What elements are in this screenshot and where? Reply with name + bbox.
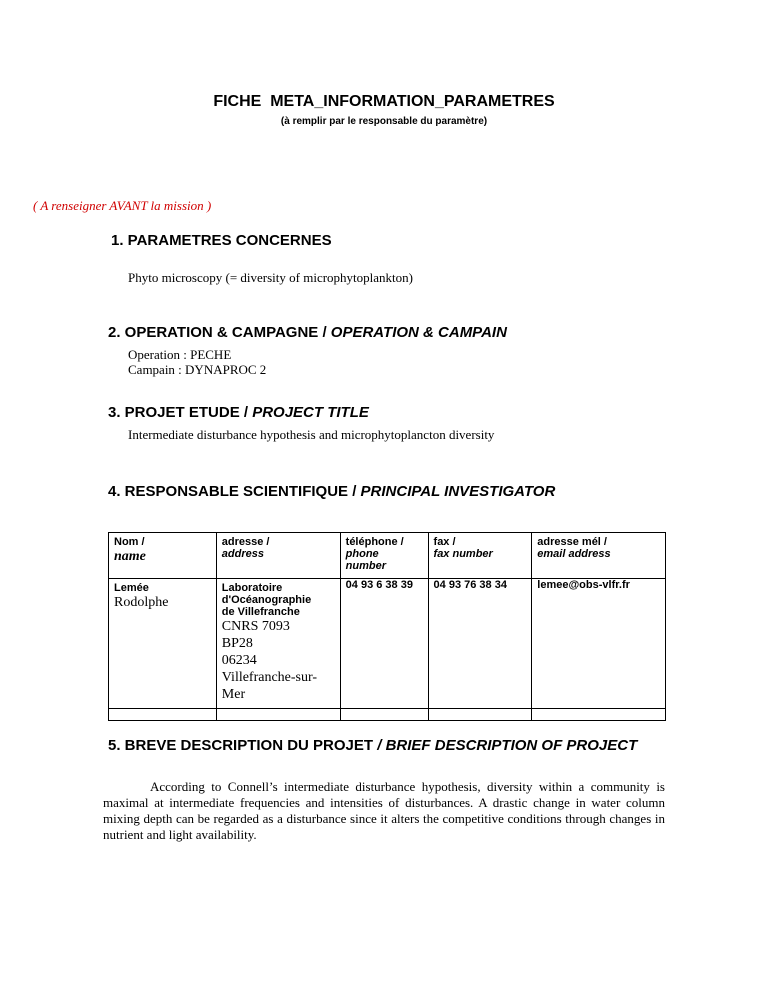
header-nom [109, 533, 217, 579]
header-adresse-fr: adresse / [221, 536, 270, 548]
document-title: FICHE META_INFORMATION_PARAMETRES [213, 93, 555, 110]
section-1-heading: 1. PARAMETRES CONCERNES [111, 232, 332, 249]
header-fax-en: fax number [433, 548, 493, 560]
lab-line-3: de Villefranche [221, 606, 300, 618]
section-5-text: According to Connell’s intermediate disturbance hypothesis, diversity within a community is maximal at intermediate frequencies and intensities of disturbances. A drastic change in water column mixing depth can be regarded as a disturbance since it alters the competitive conditions through changes in nutrient and light availability. [103, 779, 665, 842]
address-line-2: BP28 [221, 636, 253, 651]
cell-adresse [216, 579, 340, 709]
section-5-heading [108, 737, 637, 754]
lab-line-2: d'Océanographie [221, 594, 312, 606]
section-1-text: Phyto microscopy (= diversity of microphytoplankton) [128, 270, 413, 285]
table-row [109, 579, 666, 709]
header-mel-en: email address [537, 548, 611, 560]
header-telephone-en2: number [345, 560, 386, 572]
header-fax [428, 533, 532, 579]
section-4-heading-fr: 4. RESPONSABLE SCIENTIFIQUE / [108, 483, 361, 500]
section-5-heading-en: / BRIEF DESCRIPTION OF PROJECT [373, 737, 638, 754]
section-2-heading-fr: 2. OPERATION & CAMPAGNE / [108, 324, 331, 341]
mission-note: ( A renseigner AVANT la mission ) [33, 198, 212, 213]
table-header-row [109, 533, 666, 579]
cell-email [532, 579, 666, 709]
empty-cell [340, 709, 428, 721]
table-empty-row [109, 709, 666, 721]
address-line-5: Mer [221, 687, 246, 702]
section-3-text: Intermediate disturbance hypothesis and microphytoplancton diversity [128, 427, 495, 442]
email-value: lemee@obs-vlfr.fr [537, 579, 630, 591]
firstname: Rodolphe [114, 595, 169, 610]
header-adresse-en: address [221, 548, 264, 560]
section-2-heading-en: OPERATION & CAMPAIN [330, 324, 507, 341]
header-nom-en: name [114, 549, 146, 564]
section-4-heading [108, 483, 555, 500]
section-5-heading-fr: 5. BREVE DESCRIPTION DU PROJET [108, 737, 374, 754]
header-telephone [340, 533, 428, 579]
empty-cell [532, 709, 666, 721]
cell-nom [109, 579, 217, 709]
header-adresse [216, 533, 340, 579]
investigator-table [108, 532, 666, 721]
section-2-heading [108, 324, 507, 341]
cell-telephone [340, 579, 428, 709]
operation-line: Operation : PECHE [128, 347, 232, 362]
section-3-heading-fr: 3. PROJET ETUDE / [108, 404, 253, 421]
header-fax-fr: fax / [433, 536, 456, 548]
header-mel-fr: adresse mél / [537, 536, 607, 548]
empty-cell [109, 709, 217, 721]
header-telephone-en1: phone [345, 548, 379, 560]
cell-fax [428, 579, 532, 709]
phone-value: 04 93 6 38 39 [345, 579, 413, 591]
section-2-text [128, 347, 266, 377]
empty-cell [428, 709, 532, 721]
header-telephone-fr: téléphone / [345, 536, 404, 548]
surname: Lemée [114, 582, 149, 594]
document-subtitle: (à remplir par le responsable du paramètre) [280, 116, 488, 127]
header-mel [532, 533, 666, 579]
header-nom-fr: Nom / [114, 536, 145, 548]
empty-cell [216, 709, 340, 721]
address-line-1: CNRS 7093 [221, 619, 290, 634]
section-3-heading-en: PROJECT TITLE [252, 404, 369, 421]
section-4-heading-en: PRINCIPAL INVESTIGATOR [360, 483, 556, 500]
address-line-3: 06234 [221, 653, 257, 668]
campain-line: Campain : DYNAPROC 2 [128, 362, 267, 377]
lab-line-1: Laboratoire [221, 582, 283, 594]
section-3-heading [108, 404, 369, 421]
address-line-4: Villefranche-sur- [221, 670, 318, 685]
fax-value: 04 93 76 38 34 [433, 579, 507, 591]
